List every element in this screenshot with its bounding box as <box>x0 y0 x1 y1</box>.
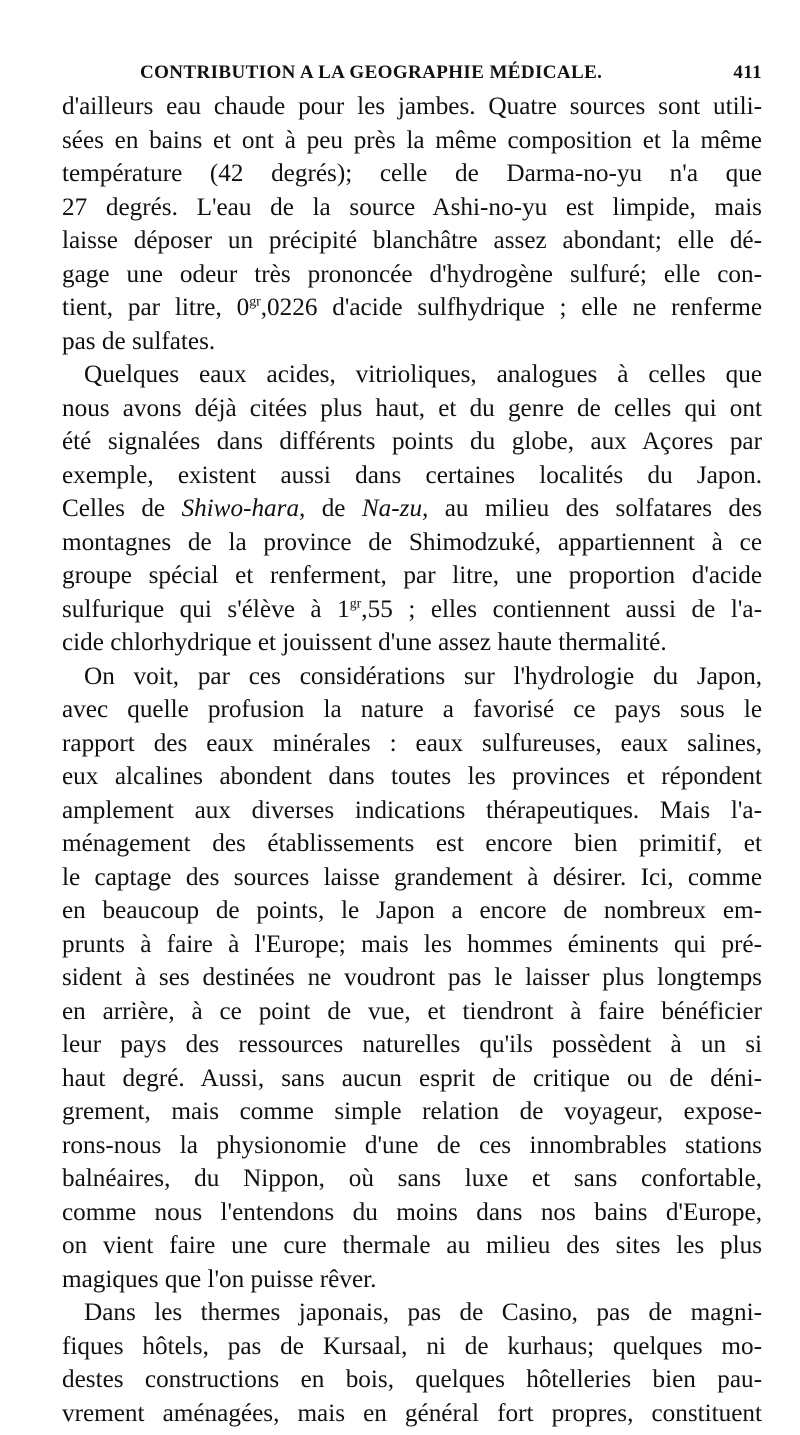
text-line: rapport des eaux minérales : eaux sulfureuses, eaux salines, <box>62 729 762 757</box>
text-line: été signalées dans différents points du globe, aux Açores par <box>62 428 762 455</box>
text-line: prunts à faire à l'Europe; mais les hommes éminents qui pré- <box>62 930 762 958</box>
text-line <box>62 593 762 627</box>
text-line: grement, mais comme simple relation de voyageur, expose- <box>62 1098 762 1125</box>
body-text <box>62 90 762 1430</box>
text-line: ménagement des établissements est encore bien primitif, et <box>62 830 762 857</box>
text-fragment: ,55 ; elles contiennent aussi de l'a- <box>361 595 762 623</box>
text-fragment: au milieu des solfatares des <box>428 495 763 522</box>
text-line: 27 degrés. L'eau de la source Ashi-no-yu est limpide, mais <box>62 193 762 221</box>
place-name-italic: Shiwo-hara, <box>181 495 306 522</box>
text-line: on vient faire une cure thermale au milieu des sites les plus <box>62 1232 762 1259</box>
text-line <box>62 291 762 325</box>
text-line: laisse déposer un précipité blanchâtre assez abondant; elle dé- <box>62 227 762 254</box>
page-number: 411 <box>733 62 762 83</box>
text-fragment: ,0226 d'acide sulfhydrique ; elle ne renferme <box>260 294 762 321</box>
text-line: vrement aménagées, mais en général fort propres, constituent <box>62 1399 762 1427</box>
paragraph-first-line: Quelques eaux acides, vitrioliques, analogues à celles que <box>84 361 762 388</box>
text-line: nous avons déjà citées plus haut, et du genre de celles qui ont <box>62 394 762 422</box>
text-fragment: tient, par litre, 0 <box>62 294 250 321</box>
text-line <box>62 492 762 526</box>
running-header <box>62 62 762 92</box>
text-line: rons-nous la physionomie d'une de ces innombrables stations <box>62 1131 762 1159</box>
paragraph-first-line: On voit, par ces considérations sur l'hydrologie du Japon, <box>84 662 762 690</box>
text-line: d'ailleurs eau chaude pour les jambes. Quatre sources sont utili- <box>62 93 762 120</box>
text-line: température (42 degrés); celle de Darma-no-yu n'a que <box>62 160 762 187</box>
text-fragment: sulfurique qui s'élève à 1 <box>62 595 350 623</box>
text-line: fiques hôtels, pas de Kursaal, ni de kurhaus; quelques mo- <box>62 1332 762 1360</box>
text-line: avec quelle profusion la nature a favorisé ce pays sous le <box>62 696 762 723</box>
header-title: CONTRIBUTION A LA GEOGRAPHIE MÉDICALE. <box>140 62 603 83</box>
text-line: comme nous l'entendons du moins dans nos bains d'Europe, <box>62 1198 762 1226</box>
paragraph-first-line: Dans les thermes japonais, pas de Casino, pas de magni- <box>84 1299 762 1326</box>
text-fragment: de <box>305 495 362 522</box>
text-line: le captage des sources laisse grandement à désirer. Ici, comme <box>62 863 762 891</box>
text-line: gage une odeur très prononcée d'hydrogène sulfuré; elle con- <box>62 260 762 288</box>
text-line: groupe spécial et renferment, par litre, une proportion d'acide <box>62 562 762 589</box>
text-line: amplement aux diverses indications thérapeutiques. Mais l'a- <box>62 796 762 824</box>
text-line: cide chlorhydrique et jouissent d'une assez haute thermalité. <box>62 629 667 656</box>
superscript-unit: gr <box>349 595 362 611</box>
place-name-italic: Na-zu, <box>361 495 429 522</box>
text-line: eux alcalines abondent dans toutes les provinces et répondent <box>62 763 762 790</box>
text-line: en beaucoup de points, le Japon a encore de nombreux em- <box>62 897 762 924</box>
text-line: pas de sulfates. <box>62 327 216 355</box>
text-line: magiques que l'on puisse rêver. <box>62 1265 377 1293</box>
superscript-unit: gr <box>249 293 261 309</box>
text-line: en arrière, à ce point de vue, et tiendront à faire bénéficier <box>62 997 762 1025</box>
text-line: leur pays des ressources naturelles qu'ils possèdent à un si <box>62 1031 762 1058</box>
text-line: haut degré. Aussi, sans aucun esprit de critique ou de déni- <box>62 1064 762 1092</box>
text-line: exemple, existent aussi dans certaines localités du Japon. <box>62 461 762 489</box>
text-line: sées en bains et ont à peu près la même composition et la même <box>62 126 762 154</box>
text-line: destes constructions en bois, quelques hôtelleries bien pau- <box>62 1366 762 1393</box>
text-fragment: Celles de <box>62 495 182 522</box>
text-line: sident à ses destinées ne voudront pas le laisser plus longtemps <box>62 964 762 991</box>
text-line: montagnes de la province de Shimodzuké, appartiennent à ce <box>62 528 762 556</box>
text-line: balnéaires, du Nippon, où sans luxe et sans confortable, <box>62 1165 762 1192</box>
